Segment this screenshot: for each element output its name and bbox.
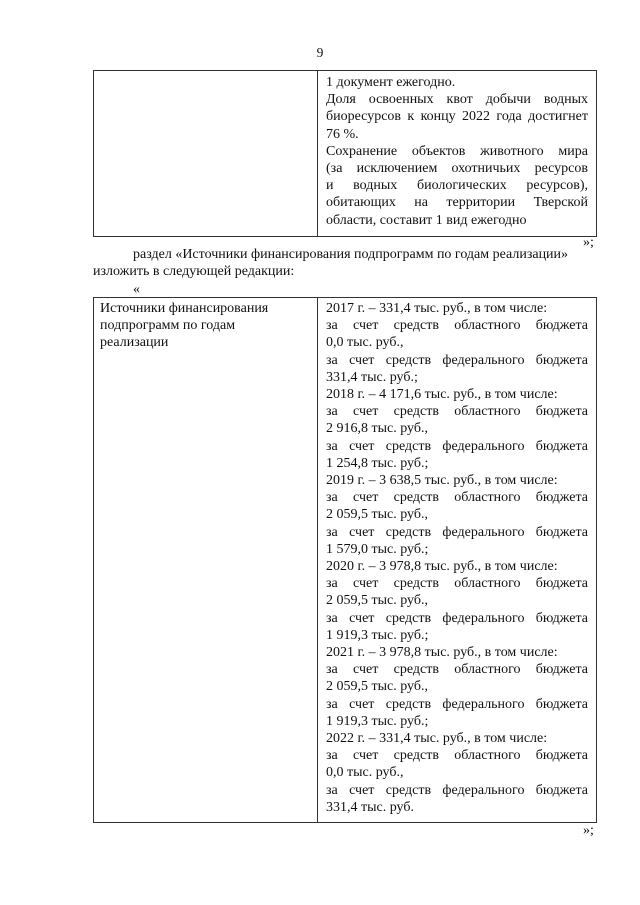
text-line: 0,0 тыс. руб., xyxy=(326,765,404,781)
text-line: области, составит 1 вид ежегодно xyxy=(326,212,527,228)
text-line: 331,4 тыс. руб. xyxy=(326,799,414,815)
financing-table xyxy=(93,297,597,823)
column-divider xyxy=(317,71,318,236)
text-line: 1 579,0 тыс. руб.; xyxy=(326,541,429,557)
text-line: 2 059,5 тыс. руб., xyxy=(326,507,428,523)
text-line: 2020 г. – 3 978,8 тыс. руб., в том числе: xyxy=(326,559,558,575)
text-line: Сохранение объектов животного мира xyxy=(326,143,588,159)
text-line: за счет средств областного бюджета xyxy=(326,318,588,334)
text-line: 2019 г. – 3 638,5 тыс. руб., в том числе: xyxy=(326,473,558,489)
text-line: Доля освоенных квот добычи водных xyxy=(326,92,588,108)
text-line: 1 документ ежегодно. xyxy=(326,75,456,90)
text-line: за счет средств областного бюджета xyxy=(326,576,588,592)
financing-values-cell xyxy=(326,300,588,816)
text-line: 1 254,8 тыс. руб.; xyxy=(326,455,429,471)
text-line: 2 916,8 тыс. руб., xyxy=(326,421,428,437)
financing-label-cell xyxy=(100,300,310,352)
text-line: 2022 г. – 331,4 тыс. руб., в том числе: xyxy=(326,731,548,747)
text-line: за счет средств федерального бюджета xyxy=(326,610,588,626)
text-line: 0,0 тыс. руб., xyxy=(326,335,404,351)
text-line: (за исключением охотничьих ресурсов xyxy=(326,161,588,177)
goals-cell-text xyxy=(326,74,588,229)
instruction-paragraph-line1: раздел «Источники финансирования подпрограмм по годам реализации» xyxy=(133,247,569,262)
text-line: 2021 г. – 3 978,8 тыс. руб., в том числе: xyxy=(326,645,558,661)
text-line: 1 919,3 тыс. руб.; xyxy=(326,713,429,729)
text-line: и водных биологических ресурсов), xyxy=(326,178,588,194)
text-line: подпрограмм по годам xyxy=(100,318,236,334)
text-line: 2017 г. – 331,4 тыс. руб., в том числе: xyxy=(326,301,548,316)
closing-quote: »; xyxy=(583,823,594,838)
text-line: биоресурсов к концу 2022 года достигнет xyxy=(326,109,588,125)
text-line: 76 %. xyxy=(326,126,359,142)
instruction-paragraph-line2: изложить в следующей редакции: xyxy=(93,264,295,279)
text-line: за счет средств федерального бюджета xyxy=(326,352,588,368)
text-line: за счет средств областного бюджета xyxy=(326,662,588,678)
goals-table xyxy=(93,70,597,237)
text-line: за счет средств областного бюджета xyxy=(326,490,588,506)
text-line: 2018 г. – 4 171,6 тыс. руб., в том числе: xyxy=(326,387,558,403)
text-line: 2 059,5 тыс. руб., xyxy=(326,593,428,609)
text-line: 331,4 тыс. руб.; xyxy=(326,369,418,385)
text-line: за счет средств областного бюджета xyxy=(326,404,588,420)
text-line: за счет средств федерального бюджета xyxy=(326,438,588,454)
text-line: 1 919,3 тыс. руб.; xyxy=(326,627,429,643)
text-line: обитающих на территории Тверской xyxy=(326,195,588,211)
text-line: 2 059,5 тыс. руб., xyxy=(326,679,428,695)
text-line: за счет средств федерального бюджета xyxy=(326,524,588,540)
closing-quote: »; xyxy=(583,235,594,250)
text-line: реализации xyxy=(100,335,169,351)
page-number: 9 xyxy=(316,45,324,60)
text-line: Источники финансирования xyxy=(100,301,269,316)
text-line: за счет средств областного бюджета xyxy=(326,748,588,764)
text-line: за счет средств федерального бюджета xyxy=(326,696,588,712)
opening-quote: « xyxy=(133,282,140,297)
text-line: за счет средств федерального бюджета xyxy=(326,782,588,798)
column-divider xyxy=(317,298,318,822)
